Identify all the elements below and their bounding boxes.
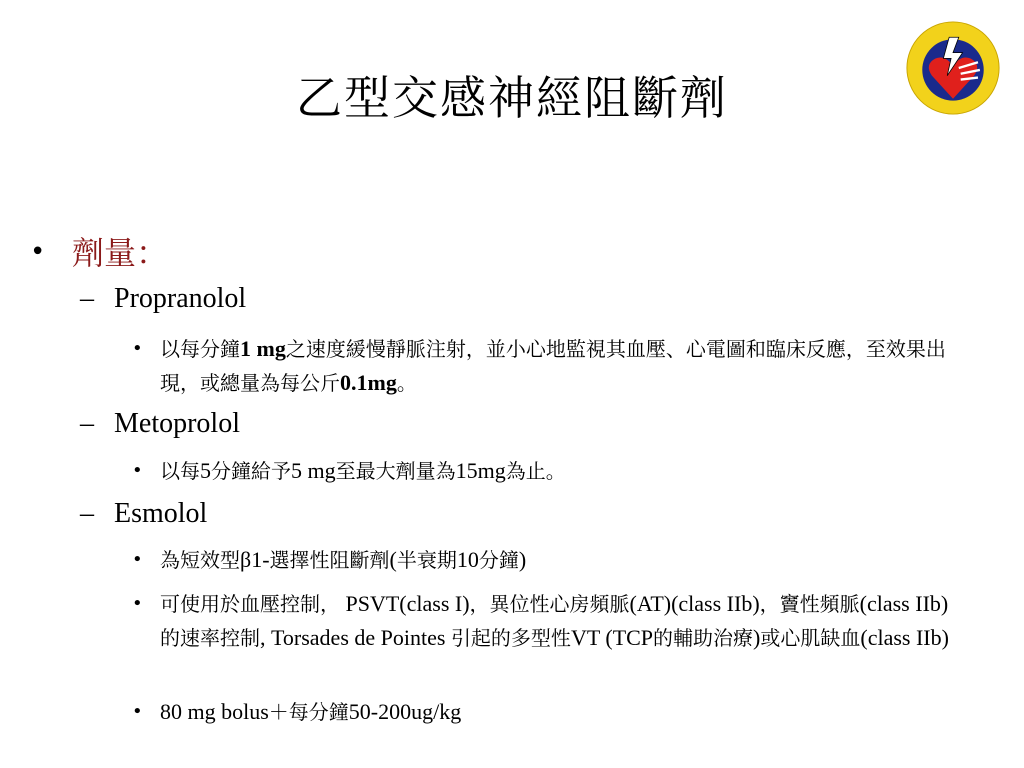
slide-title: 乙型交感神經阻斷劑 bbox=[296, 71, 728, 125]
text: 以每 bbox=[160, 459, 200, 483]
text: 至最大劑量為 bbox=[335, 459, 456, 483]
drug-esmolol bbox=[80, 498, 207, 530]
text-latin: PSVT(class I) bbox=[340, 591, 470, 616]
association-logo bbox=[905, 20, 1001, 116]
text-latin: β1- bbox=[240, 547, 270, 572]
dose-heading bbox=[30, 228, 168, 274]
bolus-dose: 80 mg bolus bbox=[160, 699, 269, 724]
text: ，異位性心房頻脈 bbox=[469, 592, 630, 616]
text-latin: (AT)(class IIb) bbox=[629, 591, 760, 616]
bullet: • bbox=[132, 338, 143, 359]
bullet: • bbox=[132, 460, 143, 481]
esmolol-dosing bbox=[132, 695, 962, 729]
text: ＋每分鐘 bbox=[268, 700, 349, 724]
max-dose-value: 0.1mg bbox=[340, 370, 397, 395]
dash-bullet: – bbox=[80, 283, 94, 314]
text: 。 bbox=[396, 371, 417, 395]
text: 的輔助治療 bbox=[653, 626, 754, 650]
dose-value: 5 mg bbox=[291, 458, 336, 483]
text: 以每分鐘 bbox=[160, 337, 240, 361]
drug-name: Esmolol bbox=[114, 498, 208, 529]
esmolol-indications bbox=[132, 587, 962, 655]
text: ，竇性頻脈 bbox=[759, 592, 860, 616]
dose-heading-text: 劑量： bbox=[72, 234, 169, 272]
drug-metoprolol bbox=[80, 408, 240, 440]
dash-bullet: – bbox=[80, 408, 94, 439]
text-latin: ( bbox=[389, 547, 397, 572]
drug-name: Metoprolol bbox=[114, 408, 240, 439]
bullet: • bbox=[132, 701, 143, 722]
half-life-value: 10 bbox=[456, 547, 479, 572]
text-latin: ) bbox=[518, 547, 527, 572]
text: 引起的多型性 bbox=[450, 626, 571, 650]
infusion-rate: 50-200ug/kg bbox=[348, 699, 462, 724]
text-latin: (class IIb) bbox=[859, 591, 949, 616]
dash-bullet: – bbox=[80, 498, 94, 529]
text: 為止。 bbox=[505, 459, 566, 483]
drug-name: Propranolol bbox=[114, 283, 247, 314]
propranolol-instruction bbox=[132, 332, 962, 400]
text: 分鐘給予 bbox=[211, 459, 291, 483]
bullet: • bbox=[132, 549, 143, 570]
text: 為短效型 bbox=[160, 548, 240, 572]
text-latin: (class IIb) bbox=[860, 625, 949, 650]
text: 半衰期 bbox=[396, 548, 457, 572]
text: 的速率控制 bbox=[160, 626, 260, 650]
dose-value: 1 mg bbox=[240, 336, 286, 361]
text: 選擇性阻斷劑 bbox=[269, 548, 390, 572]
text-latin: VT (TCP bbox=[570, 625, 654, 650]
text: 分鐘 bbox=[478, 548, 519, 572]
esmolol-description bbox=[132, 543, 962, 577]
text: 之速度緩慢靜脈注射，並小心地監視其血壓、心電圖和臨床反應，至效果出現，或總量為每公斤 bbox=[160, 337, 946, 395]
text-latin: , Torsades de Pointes bbox=[260, 625, 451, 650]
number: 5 bbox=[200, 458, 211, 483]
bullet: • bbox=[132, 593, 143, 614]
metoprolol-instruction bbox=[132, 454, 962, 488]
drug-propranolol bbox=[80, 283, 246, 315]
text: 可使用於血壓控制， bbox=[160, 592, 340, 616]
text: 或心肌缺血 bbox=[760, 626, 861, 650]
bullet: • bbox=[30, 237, 46, 267]
max-dose-value: 15mg bbox=[455, 458, 506, 483]
text-latin: ) bbox=[753, 625, 761, 650]
